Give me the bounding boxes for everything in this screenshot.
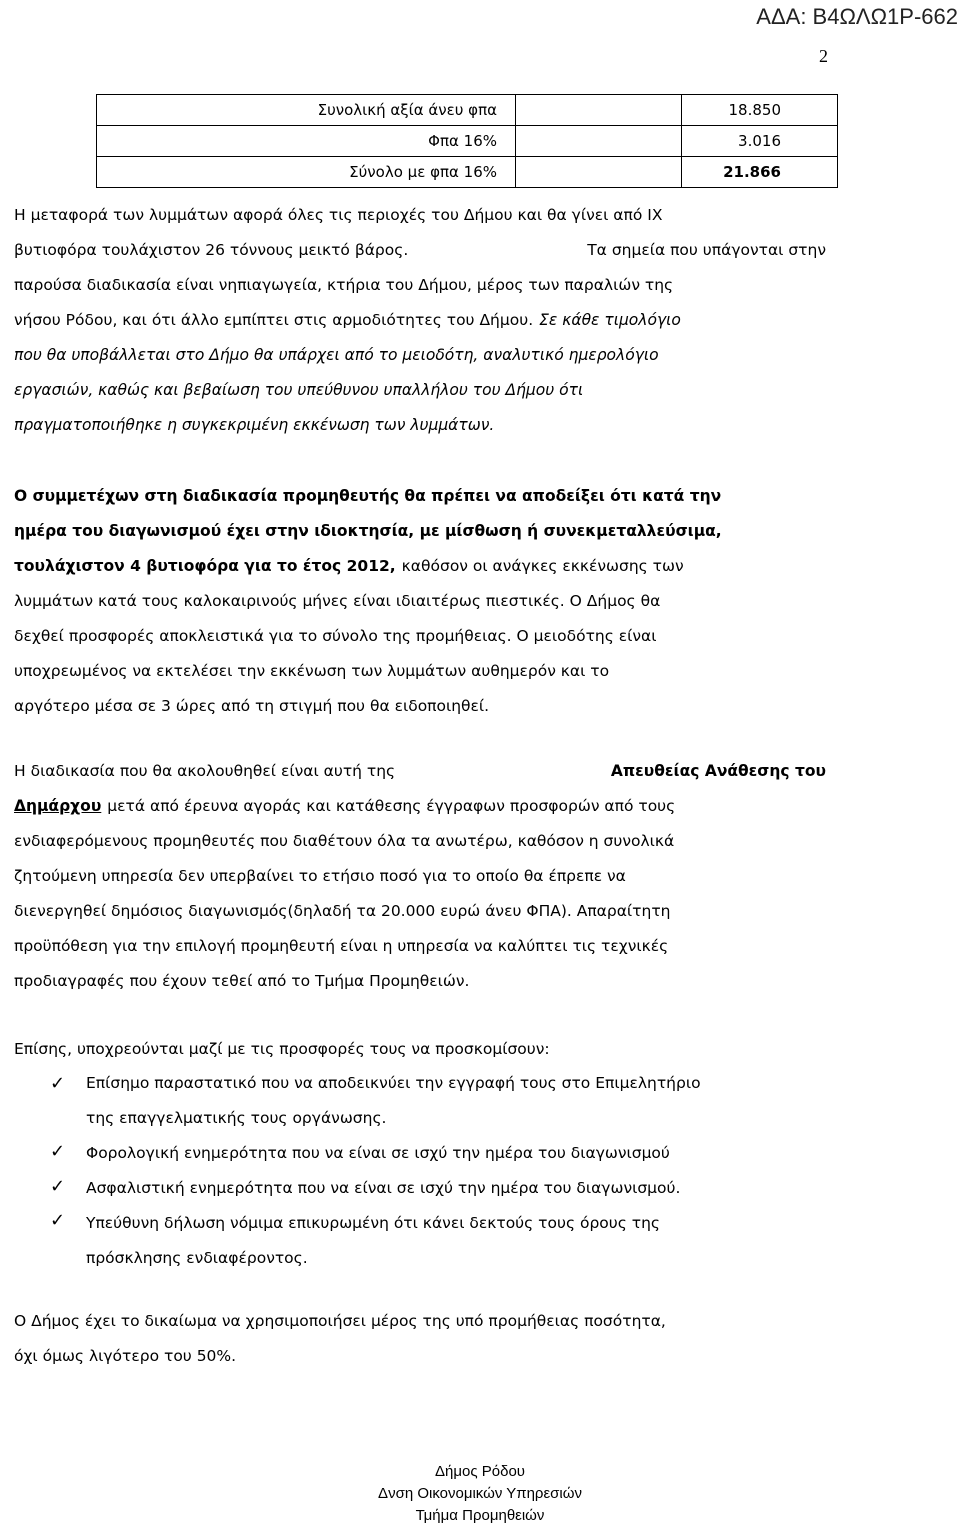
checklist: Επίσημο παραστατικό που να αποδεικνύει την εγγραφή τους στο Επιμελητήριο της επαγγελματικής τους οργάνωσης. Φορολογική ενημερότητα που να είναι σε ισχύ την ημέρα του διαγωνισμού Ασφαλιστική ενημερότητα που να είναι σε ισχύ την ημέρα του διαγωνισμού. Υπεύθυνη δήλωση νόμιμα επικυρωμένη ότι κάνει δεκτούς τους όρους της πρόσκλησης ενδιαφέροντος. [86,1074,826,1284]
totals-label: Συνολική αξία άνευ φπα [97,95,516,126]
footer-directorate: Δνση Οικονομικών Υπηρεσιών [378,1485,582,1502]
table-row [97,157,838,188]
page-number: 2 [819,46,828,66]
totals-label: Σύνολο με φπα 16% [97,157,516,188]
paragraph-transport: Η μεταφορά των λυμμάτων αφορά όλες τις περιοχές του Δήμου και θα γίνει από ΙΧ βυτιοφόρα τουλάχιστον 26 τόννους μεικτό βάρος. Τα σημεία που υπάγονται στην παρούσα διαδικασία είναι νηπιαγωγεία, κτήρια του Δήμου, μέρος των παραλιών της νήσου Ρόδου, και ότι άλλο εμπίπτει στις αρμοδιότητες του Δήμου. Σε κάθε τιμολόγιο που θα υποβάλλεται στο Δήμο θα υπάρχει από το μειοδότη, αναλυτικό ημερολόγιο εργασιών, καθώς και βεβαίωση του υπεύθυνου υπαλλήλου του Δήμου ότι πραγματοποιήθηκε η συγκεκριμένη εκκένωση των λυμμάτων. [14,206,826,434]
checkmark-icon: ✓ [50,1073,66,1094]
list-item: Φορολογική ενημερότητα που να είναι σε ισχύ την ημέρα του διαγωνισμού [86,1144,670,1162]
ada-code: ΑΔΑ: Β4ΩΛΩ1Ρ-662 [756,4,958,29]
list-item: Ασφαλιστική ενημερότητα που να είναι σε ισχύ την ημέρα του διαγωνισμού. [86,1179,681,1197]
footer-department: Τμήμα Προμηθειών [415,1507,545,1524]
checkmark-icon: ✓ [50,1210,66,1231]
checkmark-icon: ✓ [50,1141,66,1162]
table-row [97,95,838,126]
footer-municipality: Δήμος Ρόδου [435,1463,525,1480]
paragraph-documents-intro: Επίσης, υποχρεούνται μαζί με τις προσφορές τους να προσκομίσουν: [14,1040,550,1058]
paragraph-right: Ο Δήμος έχει το δικαίωμα να χρησιμοποιήσει μέρος της υπό προμήθειας ποσότητα, όχι όμως λιγότερο του 50%. [14,1312,666,1365]
list-item: Υπεύθυνη δήλωση νόμιμα επικυρωμένη ότι κάνει δεκτούς τους όρους της [86,1214,661,1232]
totals-table [96,94,838,188]
totals-value: 18.850 [682,95,838,126]
checkmark-icon: ✓ [50,1176,66,1197]
paragraph-procedure: Η διαδικασία που θα ακολουθηθεί είναι αυτή της Απευθείας Ανάθεσης του Δημάρχου μετά από έρευνα αγοράς και κατάθεσης έγγραφων προσφορών από τους ενδιαφερόμενους προμηθευτές που διαθέτουν όλα τα ανωτέρω, καθόσον η συνολικά ζητούμενη υπηρεσία δεν υπερβαίνει το ετήσιο ποσό για το οποίο θα έπρεπε να διενεργηθεί δημόσιος διαγωνισμός(δηλαδή τα 20.000 ευρώ άνευ ΦΠΑ). Απαραίτητη προϋπόθεση για την επιλογή προμηθευτή είναι η υπηρεσία να καλύπτει τις τεχνικές προδιαγραφές που έχουν τεθεί από το Τμήμα Προμηθειών. [14,762,826,990]
totals-value: 21.866 [682,157,838,188]
totals-label: Φπα 16% [97,126,516,157]
table-row [97,126,838,157]
totals-value: 3.016 [682,126,838,157]
list-item: Επίσημο παραστατικό που να αποδεικνύει την εγγραφή τους στο Επιμελητήριο [86,1074,701,1092]
paragraph-requirements: Ο συμμετέχων στη διαδικασία προμηθευτής θα πρέπει να αποδείξει ότι κατά την ημέρα του διαγωνισμού έχει στην ιδιοκτησία, με μίσθωση ή συνεκμεταλλεύσιμα, τουλάχιστον 4 βυτιοφόρα για το έτος 2012, καθόσον οι ανάγκες εκκένωσης των λυμμάτων κατά τους καλοκαιρινούς μήνες είναι ιδιαιτέρως πιεστικές. Ο Δήμος θα δεχθεί προσφορές αποκλειστικά για το σύνολο της προμήθειας. Ο μειοδότης είναι υποχρεωμένος να εκτελέσει την εκκένωση των λυμμάτων αυθημερόν και το αργότερο μέσα σε 3 ώρες από τη στιγμή που θα ειδοποιηθεί. [14,487,722,715]
